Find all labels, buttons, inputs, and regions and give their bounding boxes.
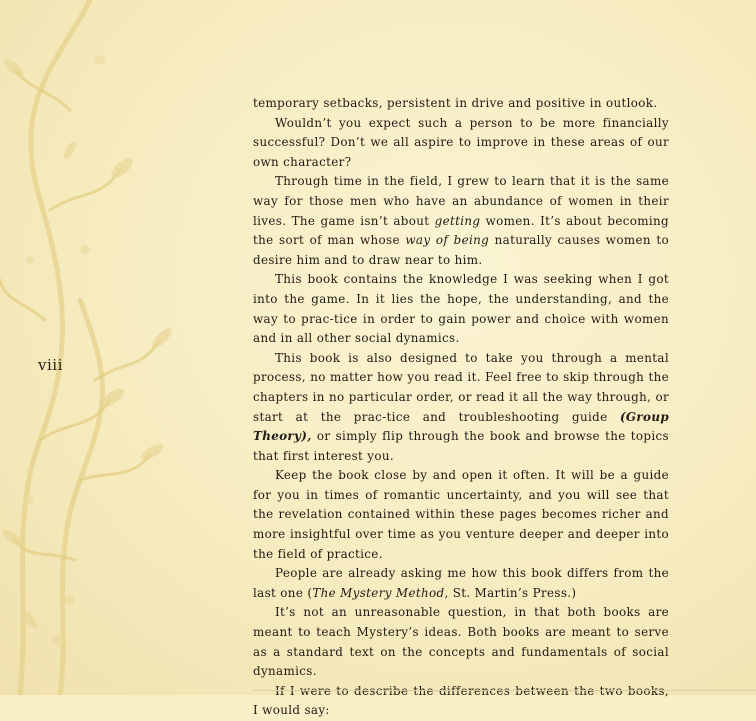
text-segment: women. It’s about becoming the sort of man whose	[253, 213, 670, 248]
text-segment: This book is also designed to take you through a mental process, no matter how you read it. Feel free to skip through the chapters in no particular order, or read it all the way through, or start at the prac-tice and troubleshooting guide	[253, 350, 669, 424]
paragraph	[253, 114, 669, 173]
paragraph	[253, 603, 669, 681]
text-segment: naturally causes women to desire him and to draw near to him.	[253, 233, 669, 267]
text-segment: Wouldn’t you expect such a person to be more financially successful? Don’t we all aspire to improve in these areas of our own character?	[253, 115, 669, 169]
paragraph	[253, 270, 669, 348]
text-segment: I would say:	[253, 703, 330, 718]
italic-text: The Mystery Method	[312, 585, 445, 600]
bold-italic-text: (Group Theory),	[253, 409, 669, 444]
paragraph	[253, 94, 669, 114]
paragraph	[253, 349, 669, 467]
paragraph	[253, 172, 669, 270]
text-segment: People are already asking me how this book differs from the last one (	[253, 566, 669, 600]
text-segment: , St. Martin’s Press.)	[444, 585, 577, 600]
italic-text: way of being	[405, 233, 490, 248]
page-bottom-rule	[253, 690, 756, 691]
floral-vine-decoration	[0, 0, 200, 695]
italic-text: getting	[434, 213, 481, 228]
page-number: viii	[38, 356, 63, 374]
paragraph	[253, 682, 669, 721]
paragraph	[253, 466, 669, 564]
text-segment: temporary setbacks, persistent in drive and positive in outlook.	[253, 96, 658, 110]
body-text	[253, 94, 669, 721]
text-segment: This book contains the knowledge I was seeking when I got into the game. In it lies the hope, the understanding, and the way to prac-tice in order to gain power and choice with women and in all other social dynamics.	[253, 272, 669, 346]
text-segment: or simply flip through the book and browse the topics that first interest you.	[253, 429, 669, 463]
text-segment: It’s not an unreasonable question, in that both books are meant to teach Mystery’s ideas. Both books are meant to serve as a standard text on the concepts and fundamentals of social dynamics.	[253, 605, 669, 679]
text-segment: Keep the book close by and open it often. It will be a guide for you in times of romantic uncertainty, and you will see that the revelation contained within these pages becomes richer and more insightful over time as you venture deeper and deeper into the field of practice.	[253, 468, 669, 561]
paragraph	[253, 564, 669, 603]
text-segment: Through time in the field, I grew to learn that it is the same way for those men who have an abundance of women in their lives. The game isn’t about	[253, 174, 669, 228]
